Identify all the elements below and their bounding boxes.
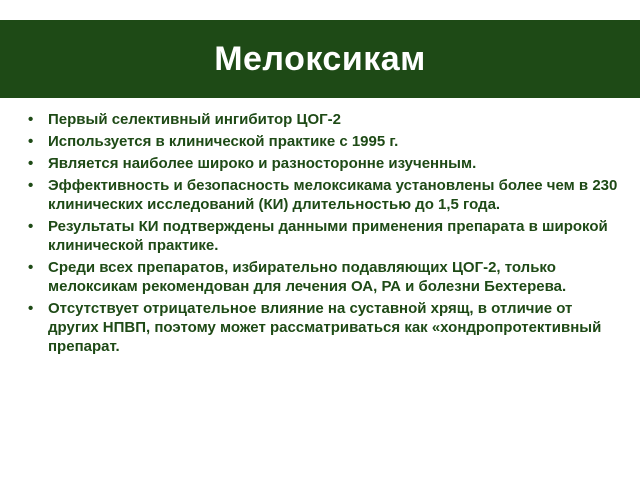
bullet-icon: • [28,155,34,172]
bullet-item [28,132,624,151]
bullet-item [28,258,624,296]
bullet-text: Отсутствует отрицательное влияние на суставной хрящ, в отличие от других НПВП, поэтому может рассматриваться как «хондропротективный препарат. [48,300,602,355]
title-bar [0,20,640,98]
bullet-text: Эффективность и безопасность мелоксикама установлены более чем в 230 клинических исследований (КИ) длительностью до 1,5 года. [48,177,618,213]
bullet-icon: • [28,177,34,194]
bullet-item [28,217,624,255]
bullet-icon: • [28,300,34,317]
bullet-icon: • [28,133,34,150]
bullet-item [28,154,624,173]
bullet-text: Используется в клинической практике с 1995 г. [48,133,399,150]
bullet-list [28,110,624,359]
bullet-item [28,299,624,356]
bullet-text: Среди всех препаратов, избирательно подавляющих ЦОГ-2, только мелоксикам рекомендован для лечения ОА, РА и болезни Бехтерева. [48,259,567,295]
slide-title: Мелоксикам [214,39,426,78]
bullet-text: Является наиболее широко и разносторонне изученным. [48,155,477,172]
bullet-item [28,176,624,214]
bullet-text: Первый селективный ингибитор ЦОГ-2 [48,111,341,128]
bullet-icon: • [28,259,34,276]
bullet-icon: • [28,218,34,235]
bullet-item [28,110,624,129]
bullet-icon: • [28,111,34,128]
bullet-text: Результаты КИ подтверждены данными применения препарата в широкой клинической практике. [48,218,608,254]
